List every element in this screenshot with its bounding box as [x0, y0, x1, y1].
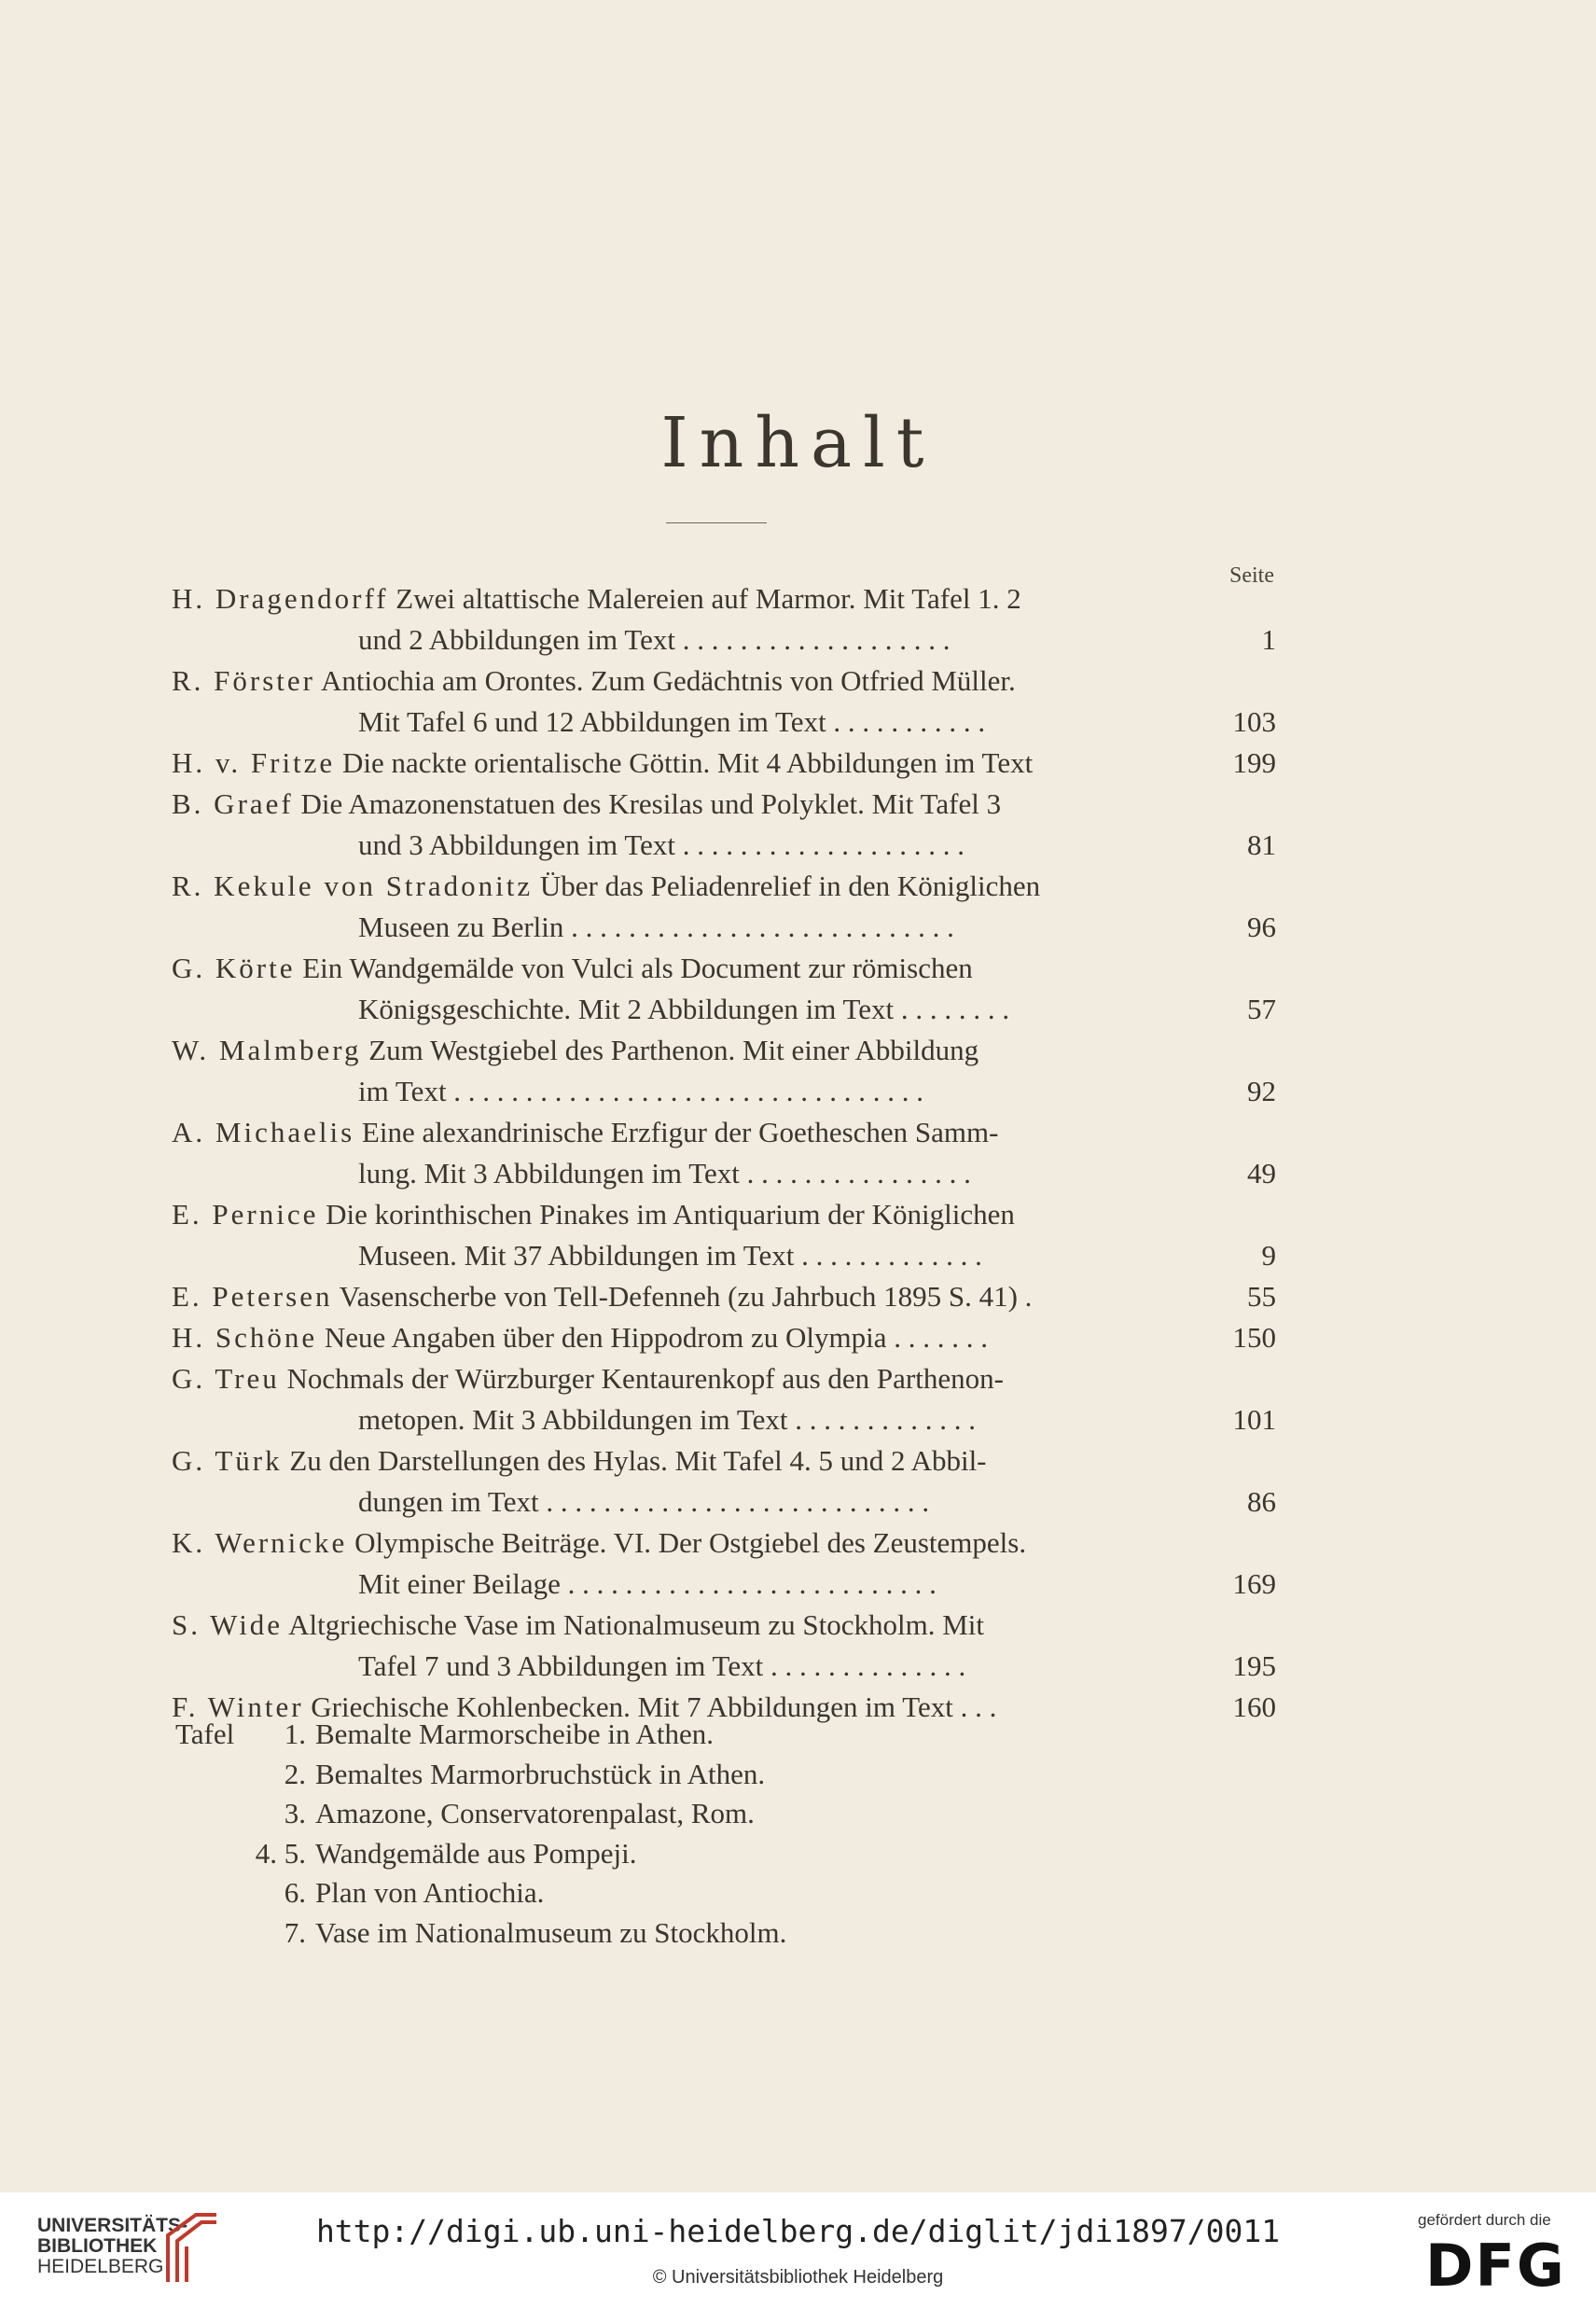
toc-entry	[172, 1523, 1276, 1605]
toc-entry	[172, 578, 1276, 661]
toc-entry-first-line	[172, 1523, 1276, 1564]
toc-title: Ein Wandgemälde von Vulci als Document zur römischen	[302, 952, 973, 984]
toc-title: Griechische Kohlenbecken. Mit 7 Abbildungen im Text . . .	[311, 1690, 997, 1723]
toc-entry-continuation-line	[172, 1235, 1276, 1276]
funding-note: gefördert durch die	[1418, 2211, 1551, 2229]
toc-entry-first-line	[172, 1317, 1276, 1358]
plates-label: Tafel	[175, 1718, 235, 1750]
plate-number: 6.	[284, 1876, 306, 1909]
toc-entry	[172, 1194, 1276, 1276]
toc-author: H. Dragendorff	[172, 582, 389, 615]
toc-entry-first-line	[172, 578, 1276, 619]
toc-entry	[172, 743, 1276, 784]
toc-entry-first-line	[172, 1276, 1276, 1317]
footer	[0, 2192, 1596, 2309]
toc-entry-first-line	[172, 1112, 1276, 1153]
toc-page-number: 101	[1232, 1403, 1276, 1436]
toc-title: Zwei altattische Malereien auf Marmor. Mit Tafel 1. 2	[396, 582, 1021, 615]
plate-number: 7.	[284, 1915, 306, 1949]
toc-page-number: 86	[1247, 1485, 1276, 1518]
toc-entry-continuation-line	[172, 1399, 1276, 1440]
toc-title: Nochmals der Würzburger Kentaurenkopf aus den Parthenon-	[286, 1362, 1004, 1395]
toc-page-number: 160	[1232, 1690, 1276, 1723]
toc-entry-first-line	[172, 1030, 1276, 1071]
toc-author: R. Förster	[172, 664, 315, 697]
toc-page-number: 96	[1247, 911, 1276, 943]
toc-page-number: 57	[1247, 993, 1276, 1025]
toc-page-number: 103	[1232, 705, 1276, 738]
toc-entry-continuation-line	[172, 1481, 1276, 1523]
toc-title: und 3 Abbildungen im Text . . . . . . . . . . . . . . . . . . . .	[358, 828, 965, 861]
toc-author: A. Michaelis	[172, 1116, 355, 1148]
plate-description: Wandgemälde aus Pompeji.	[315, 1836, 637, 1870]
plate-number: 3.	[284, 1797, 306, 1829]
toc-author: G. Treu	[172, 1362, 280, 1395]
plate-number: 1.	[284, 1718, 306, 1750]
toc-entry-first-line	[172, 948, 1276, 989]
toc-entry	[172, 1358, 1276, 1440]
toc-page-number: 169	[1232, 1567, 1276, 1600]
toc-entry-first-line	[172, 866, 1276, 907]
toc-title: Die Amazonenstatuen des Kresilas und Polyklet. Mit Tafel 3	[300, 787, 1002, 820]
toc-entry	[172, 1605, 1276, 1687]
toc-title: Neue Angaben über den Hippodrom zu Olympia . . . . . . .	[324, 1321, 989, 1354]
toc-title: Über das Peliadenrelief in den Königlichen	[539, 869, 1041, 902]
toc-entry	[172, 784, 1276, 866]
toc-page-number: 9	[1261, 1239, 1276, 1272]
toc-title: Zum Westgiebel des Parthenon. Mit einer Abbildung	[368, 1034, 979, 1066]
toc-entry-continuation-line	[172, 619, 1276, 661]
toc-page-number: 55	[1247, 1280, 1276, 1313]
toc-entry-first-line	[172, 743, 1276, 784]
toc-title: Zu den Darstellungen des Hylas. Mit Tafel 4. 5 und 2 Abbil-	[289, 1444, 987, 1477]
toc-entry	[172, 1112, 1276, 1194]
toc-page-number: 81	[1247, 828, 1276, 861]
toc-author: G. Körte	[172, 952, 296, 984]
toc-entry-first-line	[172, 661, 1276, 702]
plate-description: Amazone, Conservatorenpalast, Rom.	[315, 1797, 755, 1829]
copyright-notice: © Universitätsbibliothek Heidelberg	[652, 2267, 944, 2288]
toc-entry	[172, 948, 1276, 1030]
toc-title: Museen zu Berlin . . . . . . . . . . . . . . . . . . . . . . . . . . .	[358, 911, 954, 943]
toc-entry	[172, 1317, 1276, 1358]
toc-author: R. Kekule von Stradonitz	[172, 869, 534, 902]
toc-title: und 2 Abbildungen im Text . . . . . . . . . . . . . . . . . . .	[358, 623, 951, 656]
toc-title: Museen. Mit 37 Abbildungen im Text . . . . . . . . . . . . .	[358, 1239, 982, 1272]
toc-page-number: 150	[1232, 1321, 1276, 1354]
toc-entry-continuation-line	[172, 907, 1276, 948]
toc-author: S. Wide	[172, 1608, 284, 1641]
toc-entry-first-line	[172, 1605, 1276, 1646]
seite-label: Seite	[1229, 563, 1274, 588]
toc-title: Antiochia am Orontes. Zum Gedächtnis von Otfried Müller.	[321, 664, 1016, 697]
toc-entry-first-line	[172, 1358, 1276, 1399]
toc-title: Die korinthischen Pinakes im Antiquarium der Königlichen	[326, 1198, 1015, 1231]
plate-number: 2.	[284, 1757, 306, 1790]
toc-title: lung. Mit 3 Abbildungen im Text . . . . . . . . . . . . . . . .	[358, 1157, 971, 1189]
toc-entry-continuation-line	[172, 1071, 1276, 1112]
toc-title: metopen. Mit 3 Abbildungen im Text . . . . . . . . . . . . .	[358, 1403, 977, 1436]
toc-author: W. Malmberg	[172, 1034, 362, 1066]
toc-title: dungen im Text . . . . . . . . . . . . . . . . . . . . . . . . . . .	[358, 1485, 930, 1518]
toc-entry-continuation-line	[172, 1153, 1276, 1194]
plate-description: Vase im Nationalmuseum zu Stockholm.	[315, 1915, 787, 1949]
toc-title: Eine alexandrinische Erzfigur der Goetheschen Samm-	[361, 1116, 999, 1148]
toc-title: Die nackte orientalische Göttin. Mit 4 Abbildungen im Text	[341, 746, 1034, 779]
toc-entry	[172, 661, 1276, 743]
plate-description: Bemaltes Marmorbruchstück in Athen.	[315, 1757, 766, 1790]
toc-page-number: 195	[1232, 1649, 1276, 1682]
toc-entry-continuation-line	[172, 989, 1276, 1030]
toc-entry-continuation-line	[172, 702, 1276, 743]
toc-page-number: 1	[1261, 623, 1276, 656]
toc-page-number: 199	[1232, 746, 1276, 779]
toc-entry	[172, 1440, 1276, 1523]
toc-page-number: 92	[1247, 1075, 1276, 1107]
page-title: Inhalt	[660, 403, 936, 483]
toc-entry	[172, 1030, 1276, 1112]
toc-page-number: 49	[1247, 1157, 1276, 1189]
toc-title: im Text . . . . . . . . . . . . . . . . . . . . . . . . . . . . . . . . .	[358, 1075, 924, 1107]
toc-title: Mit einer Beilage . . . . . . . . . . . . . . . . . . . . . . . . . .	[358, 1567, 937, 1600]
toc-title: Königsgeschichte. Mit 2 Abbildungen im Text . . . . . . . .	[358, 993, 1010, 1025]
toc-entry-first-line	[172, 784, 1276, 825]
toc-author: H. Schöne	[172, 1321, 318, 1354]
toc-entry-continuation-line	[172, 1646, 1276, 1687]
toc-author: B. Graef	[172, 787, 294, 820]
plate-description: Plan von Antiochia.	[315, 1876, 545, 1909]
toc-title: Olympische Beiträge. VI. Der Ostgiebel des Zeustempels.	[354, 1526, 1027, 1559]
library-name-line-3: HEIDELBERG	[37, 2256, 164, 2277]
permalink-url[interactable]: http://digi.ub.uni-heidelberg.de/diglit/jdi1897/0011	[315, 2213, 1281, 2249]
toc-title: Mit Tafel 6 und 12 Abbildungen im Text . . . . . . . . . . .	[358, 705, 986, 738]
toc-title: Vasenscherbe von Tell-Defenneh (zu Jahrbuch 1895 S. 41) .	[339, 1280, 1033, 1313]
library-name-line-2: BIBLIOTHEK	[37, 2235, 158, 2257]
toc-author: E. Pernice	[172, 1198, 319, 1231]
toc-author: E. Petersen	[172, 1280, 333, 1313]
table-of-contents	[172, 578, 1276, 1728]
library-name-line-1: UNIVERSITÄTS-	[37, 2215, 188, 2236]
toc-entry-continuation-line	[172, 825, 1276, 866]
toc-entry-first-line	[172, 1440, 1276, 1481]
dfg-logo: DFG	[1425, 2232, 1566, 2300]
toc-title: Tafel 7 und 3 Abbildungen im Text . . . . . . . . . . . . . .	[358, 1649, 966, 1682]
toc-author: K. Wernicke	[172, 1526, 348, 1559]
plate-number: 4. 5.	[255, 1836, 306, 1870]
toc-entry-first-line	[172, 1194, 1276, 1235]
plate-description: Bemalte Marmorscheibe in Athen.	[315, 1718, 714, 1750]
toc-title: Altgriechische Vase im Nationalmuseum zu Stockholm. Mit	[288, 1608, 985, 1641]
toc-entry	[172, 1276, 1276, 1317]
toc-author: F. Winter	[172, 1690, 304, 1723]
title-rule	[666, 522, 767, 523]
toc-author: H. v. Fritze	[172, 746, 336, 779]
toc-entry-continuation-line	[172, 1564, 1276, 1605]
toc-author: G. Türk	[172, 1444, 283, 1477]
toc-entry	[172, 866, 1276, 948]
